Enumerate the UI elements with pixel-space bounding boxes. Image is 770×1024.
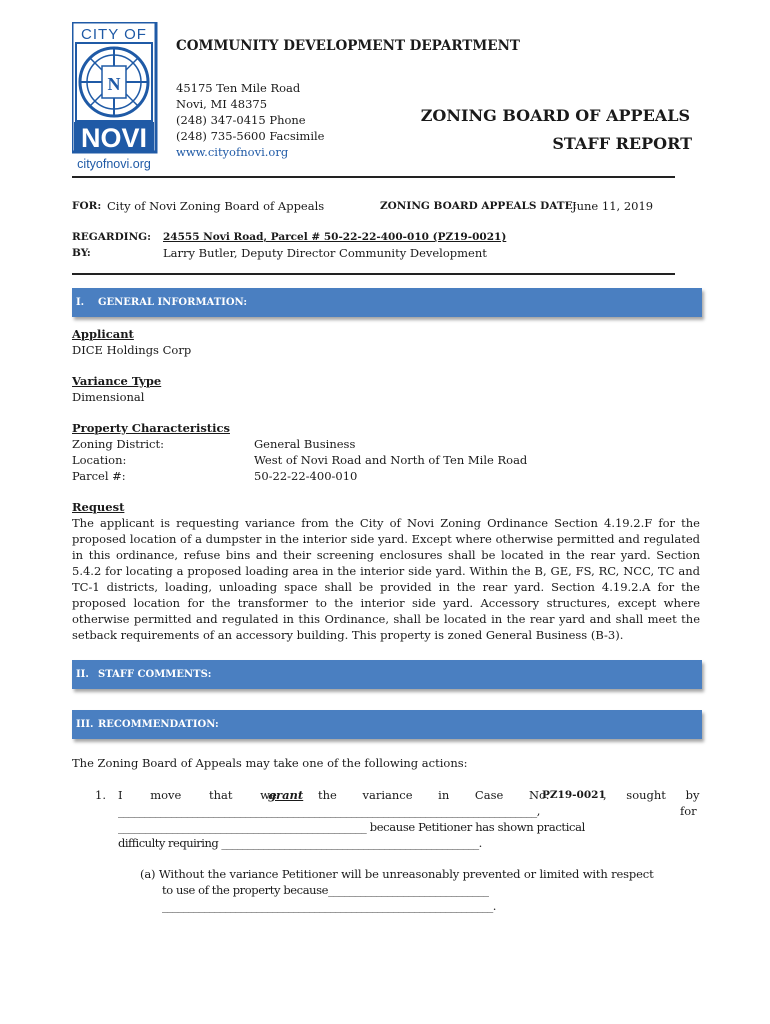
header-divider — [72, 176, 675, 178]
svg-text:N: N — [107, 74, 121, 94]
applicant-label: Applicant — [72, 327, 134, 341]
section-number: I. — [76, 297, 85, 308]
sub-a-line-3: _______________________________________________________________. — [162, 899, 496, 913]
section-recommendation — [72, 710, 702, 739]
item-1-text-c: , sought by — [603, 788, 700, 802]
address-line-2: Novi, MI 48375 — [176, 97, 268, 111]
for-label: FOR: — [72, 200, 102, 212]
sub-a-line-2: to use of the property because______________________________ — [162, 883, 489, 897]
by-label: BY: — [72, 247, 91, 259]
novi-logo-icon — [72, 22, 160, 172]
item-1-grant: grant — [268, 788, 304, 802]
logo-url: cityofnovi.org — [77, 157, 151, 171]
address-line-1: 45175 Ten Mile Road — [176, 81, 301, 95]
website-link[interactable]: www.cityofnovi.org — [176, 145, 289, 159]
item-1-blank-line-3: ______________________________________________ because Petitioner has shown practical — [118, 820, 585, 834]
fax-number: (248) 735-5600 Facsimile — [176, 129, 325, 143]
variance-type-label: Variance Type — [72, 374, 162, 388]
phone-number: (248) 347-0415 Phone — [176, 113, 306, 127]
zoning-district-label: Zoning District: — [72, 437, 164, 451]
item-1-case-number: PZ19-0021 — [542, 789, 606, 801]
section-general-information — [72, 288, 702, 317]
section-title: RECOMMENDATION: — [98, 719, 219, 730]
regarding-value: 24555 Novi Road, Parcel # 50-22-22-400-010 (PZ19-0021) — [163, 231, 507, 243]
regarding-label: REGARDING: — [72, 231, 152, 243]
parcel-value: 50-22-22-400-010 — [254, 469, 358, 483]
report-title-line-2: STAFF REPORT — [552, 134, 692, 153]
date-label: ZONING BOARD APPEALS DATE: — [380, 200, 577, 212]
meta-divider — [72, 273, 675, 275]
item-1-blank-line-4: difficulty requiring _________________________________________________. — [118, 836, 482, 850]
property-characteristics-label: Property Characteristics — [72, 421, 230, 435]
request-text: The applicant is requesting variance from the City of Novi Zoning Ordinance Section 4.19.2.F for the proposed location of a dumpster in the interior side yard. Except where otherwise permitted and regulated in this ordinance, refuse bins and their screening enclosures shall be located in the rear yard. Section 5.4.2 for locating a proposed loading area in the interior side yard. Within the B, GE, FS, RC, NCC, TC and TC-1 districts, loading, unloading space shall be provided in the rear yard. Section 4.19.2.A for the proposed location for the transformer to the interior side yard. Accessory structures, except where otherwise permitted and regulated in this Ordinance, shall be located in the rear yard and shall meet the setback requirements of an accessory building. This property is zoned General Business (B-3). — [72, 516, 700, 642]
logo-top-text: CITY OF — [81, 26, 147, 43]
parcel-label: Parcel #: — [72, 469, 126, 483]
item-1-number: 1. — [95, 788, 106, 802]
section-title: STAFF COMMENTS: — [98, 669, 212, 680]
section-number: III. — [76, 719, 94, 730]
item-1-text-a: I move that we — [118, 788, 277, 802]
section-title: GENERAL INFORMATION: — [98, 297, 248, 308]
section-number: II. — [76, 669, 89, 680]
item-1-for: for — [680, 804, 697, 818]
by-value: Larry Butler, Deputy Director Community Development — [163, 246, 487, 260]
date-value: June 11, 2019 — [572, 199, 654, 213]
location-value: West of Novi Road and North of Ten Mile Road — [254, 453, 528, 467]
item-1-blank-line-2: _______________________________________________________________________________, — [118, 804, 540, 818]
report-title-line-1: ZONING BOARD OF APPEALS — [420, 106, 690, 125]
section-staff-comments — [72, 660, 702, 689]
location-label: Location: — [72, 453, 127, 467]
variance-type-value: Dimensional — [72, 390, 145, 404]
city-logo — [72, 22, 160, 172]
sub-a-line-1: (a) Without the variance Petitioner will be unreasonably prevented or limited with respect — [140, 867, 654, 881]
applicant-value: DICE Holdings Corp — [72, 343, 192, 357]
logo-name: NOVI — [80, 123, 148, 153]
for-value: City of Novi Zoning Board of Appeals — [107, 199, 325, 213]
item-1-text-b: the variance in Case No. — [318, 788, 550, 802]
department-title: COMMUNITY DEVELOPMENT DEPARTMENT — [176, 38, 520, 54]
request-label: Request — [72, 500, 125, 514]
zoning-district-value: General Business — [254, 437, 356, 451]
recommendation-intro: The Zoning Board of Appeals may take one of the following actions: — [72, 756, 468, 770]
